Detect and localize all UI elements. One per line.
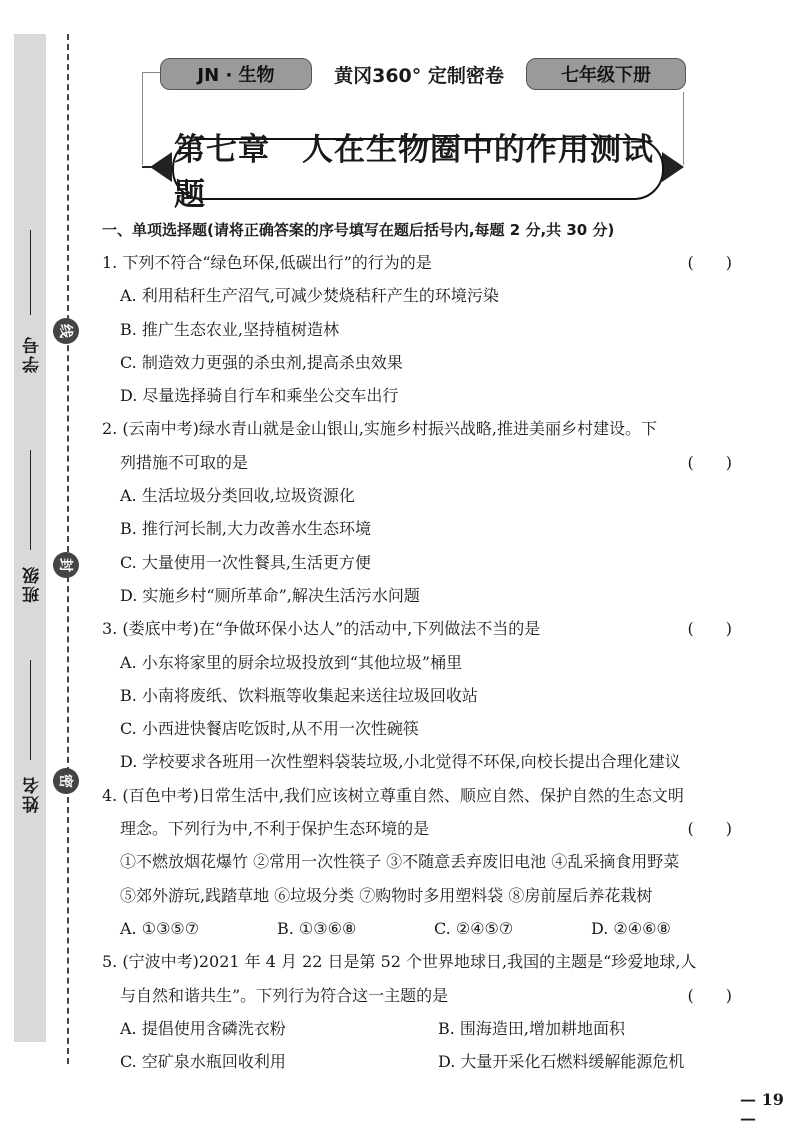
name-label: 姓名 [23,775,43,813]
q1-option-d: D. 尽量选择骑自行车和乘坐公交车出行 [120,386,399,406]
q5-option-c: C. 空矿泉水瓶回收利用 [120,1052,286,1072]
answer-paren: ( ) [687,619,732,639]
page-title: 第七章 人在生物圈中的作用测试题 [174,132,654,213]
class-blank [30,450,31,550]
q2-option-d: D. 实施乡村“厕所革命”,解决生活污水问题 [120,585,420,605]
q1-option-c: C. 制造效力更强的杀虫剂,提高杀虫效果 [120,352,403,372]
student-id-blank [30,230,31,315]
q5-option-b: B. 围海造田,增加耕地面积 [438,1018,626,1038]
series-name: 黄冈360° 定制密卷 [334,64,504,87]
q3-stem: 3. (娄底中考)在“争做环保小达人”的活动中,下列做法不当的是 ( ) [102,612,742,645]
section-heading: 一、单项选择题(请将正确答案的序号填写在题后括号内,每题 2 分,共 30 分) [102,221,615,239]
q2-stem-line2: 列措施不可取的是 ( ) [102,446,742,479]
subject-pill: JN · 生物 [160,58,312,90]
name-blank [30,660,31,760]
q4-stem-line2: 理念。下列行为中,不利于保护生态环境的是 ( ) [102,812,742,845]
q5-option-d: D. 大量开采化石燃料缓解能源危机 [438,1052,685,1072]
q3-option-c: C. 小西进快餐店吃饭时,从不用一次性碗筷 [120,719,419,739]
q4-options [102,912,742,945]
q4-option-d: D. ②④⑥⑧ [591,918,671,938]
q4-option-c: C. ②④⑤⑦ [434,918,514,938]
page-number: — 19 — [740,1090,784,1128]
q2-stem-line1: 2. (云南中考)绿水青山就是金山银山,实施乡村振兴战略,推进美丽乡村建设。下 [102,419,658,439]
title-arrow-right-icon [662,152,684,182]
answer-paren: ( ) [687,253,732,272]
q5-stem-line1: 5. (宁波中考)2021 年 4 月 22 日是第 52 个世界地球日,我国的主题是“珍爱地球,人 [102,952,697,972]
q3-option-b: B. 小南将废纸、饮料瓶等收集起来送往垃圾回收站 [120,685,478,705]
q3-option-a: A. 小东将家里的厨余垃圾投放到“其他垃圾”桶里 [120,652,463,672]
q5-stem-line2: 与自然和谐共生”。下列行为符合这一主题的是 ( ) [102,979,742,1012]
title-arrow-left-icon [150,152,172,182]
q5-options-row1 [102,1012,742,1045]
class-label: 班级 [23,565,43,603]
q4-items-line2: ⑤郊外游玩,践踏草地 ⑥垃圾分类 ⑦购物时多用塑料袋 ⑧房前屋后养花栽树 [120,885,653,905]
q2-option-a: A. 生活垃圾分类回收,垃圾资源化 [120,486,355,506]
question-list [102,214,742,1078]
q4-items-line1: ①不燃放烟花爆竹 ②常用一次性筷子 ③不随意丢弃废旧电池 ④乱采摘食用野菜 [120,852,680,872]
header-row [160,56,686,92]
q2-option-b: B. 推行河长制,大力改善水生态环境 [120,519,372,539]
q1-option-b: B. 推广生态农业,坚持植树造林 [120,319,340,339]
grade-pill: 七年级下册 [526,58,686,90]
q4-stem-line1: 4. (百色中考)日常生活中,我们应该树立尊重自然、顺应自然、保护自然的生态文明 [102,785,684,805]
q3-option-d: D. 学校要求各班用一次性塑料袋装垃圾,小北觉得不环保,向校长提出合理化建议 [120,752,681,772]
q2-option-c: C. 大量使用一次性餐具,生活更方便 [120,552,371,572]
seal-seal: 封 [53,552,79,578]
q5-option-a: A. 提倡使用含磷洗衣粉 [120,1018,286,1038]
student-id-label: 学号 [23,335,43,373]
cut-line [67,34,69,1064]
q1-stem: 1. 下列不符合“绿色环保,低碳出行”的行为的是 ( ) [102,246,742,279]
answer-paren: ( ) [687,985,732,1005]
q4-option-a: A. ①③⑤⑦ [120,918,200,938]
q5-options-row2 [102,1045,742,1078]
answer-paren: ( ) [687,452,732,472]
answer-paren: ( ) [687,819,732,839]
q4-option-b: B. ①③⑥⑧ [277,918,357,938]
seal-secret: 密 [53,768,79,794]
page-title-box [172,132,664,213]
seal-line: 线 [53,318,79,344]
q1-option-a: A. 利用秸秆生产沼气,可减少焚烧秸秆产生的环境污染 [120,286,499,306]
